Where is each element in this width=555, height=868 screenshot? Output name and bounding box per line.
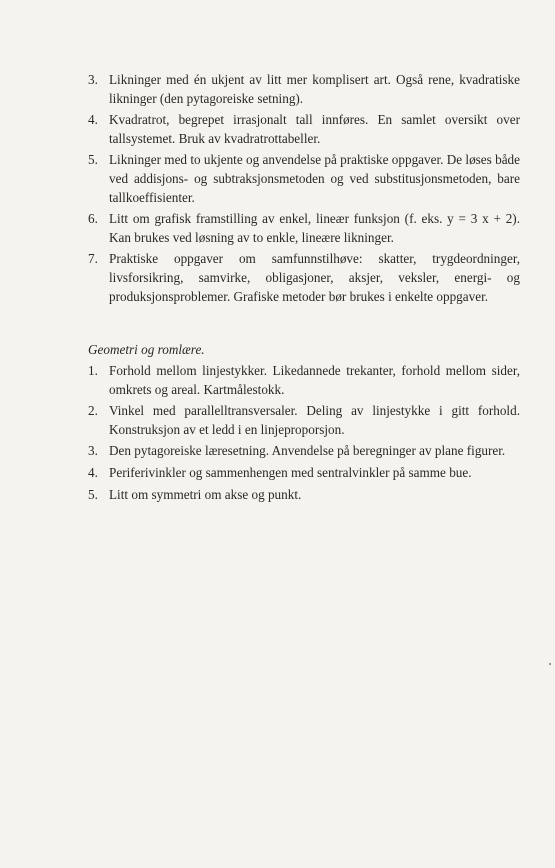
item-number: 3. xyxy=(88,72,98,87)
list-item xyxy=(88,250,520,306)
list-item xyxy=(88,486,520,505)
item-text: Likninger med to ukjente og anvendelse på praktiske oppgaver. De løses både ved addisjons- og subtraksjonsmetoden og ved substitusjonsmetoden, bare tallkoeffisienter. xyxy=(109,152,520,205)
list-item xyxy=(88,464,520,483)
list-item xyxy=(88,402,520,439)
item-text: Den pytagoreiske læresetning. Anvendelse på beregninger av plane figurer. xyxy=(109,443,506,459)
item-number: 2. xyxy=(88,403,98,419)
item-text: Kvadratrot, begrepet irrasjonalt tall innføres. En samlet oversikt over tallsystemet. Bruk av kvadratrottabeller. xyxy=(109,112,520,146)
item-number: 7. xyxy=(88,251,98,267)
list-item xyxy=(88,210,520,247)
item-number: 5. xyxy=(88,486,98,502)
curriculum-list-algebra xyxy=(88,71,520,309)
margin-speck xyxy=(549,663,551,665)
list-item xyxy=(88,111,520,148)
curriculum-list-geometry xyxy=(88,362,520,507)
item-number: 3. xyxy=(88,443,98,459)
section-heading: Geometri og romlære. xyxy=(88,342,205,357)
item-text: Likninger med én ukjent av litt mer komplisert art. Også rene, kvadratiske likninger (den pytagoreiske setning). xyxy=(109,72,520,106)
list-item xyxy=(88,362,520,399)
item-text: Forhold mellom linjestykker. Likedannede trekanter, forhold mellom sider, omkrets og areal. Kartmålestokk. xyxy=(109,363,520,397)
item-number: 1. xyxy=(88,363,98,378)
list-item xyxy=(88,442,520,461)
item-number: 4. xyxy=(88,464,98,480)
item-text: Periferivinkler og sammenhengen med sentralvinkler på samme bue. xyxy=(109,464,472,480)
list-item xyxy=(88,151,520,207)
item-text: Praktiske oppgaver om samfunnstilhøve: skatter, trygdeordninger, livsforsikring, samvirke, obligasjoner, aksjer, veksler, energi- og produksjonsproblemer. Grafiske metoder bør brukes i enkelte oppgaver. xyxy=(109,251,520,304)
item-text: Litt om symmetri om akse og punkt. xyxy=(109,486,302,502)
item-text: Vinkel med parallelltransversaler. Deling av linjestykke i gitt forhold. Konstruksjon av et ledd i en linjeproporsjon. xyxy=(109,403,520,437)
list-item xyxy=(88,71,520,108)
item-number: 6. xyxy=(88,211,98,227)
item-text: Litt om grafisk framstilling av enkel, lineær funksjon (f. eks. y = 3 x + 2). Kan brukes ved løsning av to enkle, lineære likninger. xyxy=(109,211,520,245)
item-number: 4. xyxy=(88,112,98,128)
item-number: 5. xyxy=(88,152,98,168)
